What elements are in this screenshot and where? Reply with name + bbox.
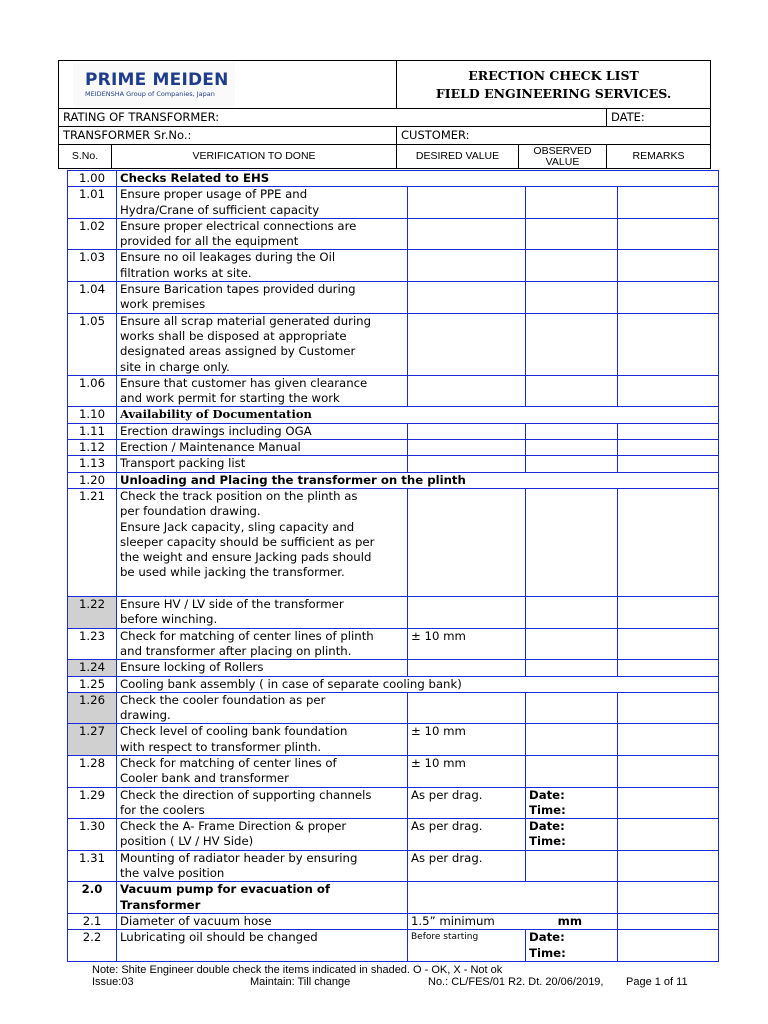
checklist-row bbox=[68, 171, 719, 187]
row-remarks[interactable] bbox=[618, 850, 719, 882]
row-verification: Check for matching of center lines of plinth and transformer after placing on plinth. bbox=[117, 628, 408, 660]
row-verification: Check the cooler foundation as per drawing. bbox=[117, 692, 408, 724]
row-remarks[interactable] bbox=[618, 423, 719, 439]
logo-tagline: MEIDENSHA Group of Companies, Japan bbox=[85, 90, 215, 98]
row-verification: Transport packing list bbox=[117, 456, 408, 472]
row-sno: 1.20 bbox=[68, 472, 117, 488]
checklist-row bbox=[68, 423, 719, 439]
row-desired-value[interactable]: As per drag. bbox=[408, 787, 526, 819]
checklist-row bbox=[68, 472, 719, 488]
row-sno: 1.22 bbox=[68, 597, 117, 629]
row-observed-value[interactable] bbox=[526, 282, 618, 314]
row-sno: 1.29 bbox=[68, 787, 117, 819]
row-desired-value[interactable]: ± 10 mm bbox=[408, 755, 526, 787]
checklist-row bbox=[68, 488, 719, 596]
row-desired-value[interactable] bbox=[408, 423, 526, 439]
col-sno: S.No. bbox=[59, 145, 112, 169]
row-remarks[interactable] bbox=[618, 628, 719, 660]
row-desired-value[interactable] bbox=[408, 882, 618, 914]
row-sno: 2.1 bbox=[68, 913, 117, 929]
row-desired-value[interactable] bbox=[408, 218, 526, 250]
row-remarks[interactable] bbox=[618, 819, 719, 851]
footer-issue: Issue:03 bbox=[92, 976, 134, 988]
row-observed-value[interactable] bbox=[526, 488, 618, 596]
row-verification: Ensure that customer has given clearance and work permit for starting the work bbox=[117, 375, 408, 407]
row-sno: 1.31 bbox=[68, 850, 117, 882]
row-desired-value[interactable] bbox=[408, 597, 526, 629]
row-desired-value[interactable]: Before starting bbox=[408, 930, 526, 962]
row-sno: 1.24 bbox=[68, 660, 117, 676]
row-observed-value[interactable]: Date: Time: bbox=[526, 819, 618, 851]
row-remarks[interactable] bbox=[618, 755, 719, 787]
serial-field[interactable]: TRANSFORMER Sr.No.: bbox=[59, 127, 397, 145]
row-verification: Ensure Barication tapes provided during work premises bbox=[117, 282, 408, 314]
row-verification: Diameter of vacuum hose bbox=[117, 913, 408, 929]
row-remarks[interactable] bbox=[618, 597, 719, 629]
row-verification: Vacuum pump for evacuation of Transformer bbox=[117, 882, 408, 914]
col-observed: OBSERVED VALUE bbox=[519, 145, 607, 169]
logo-brand: PRIME MEIDEN bbox=[85, 70, 229, 90]
rating-field[interactable]: RATING OF TRANSFORMER: bbox=[59, 109, 607, 127]
row-verification: Checks Related to EHS bbox=[117, 171, 719, 187]
row-sno: 1.11 bbox=[68, 423, 117, 439]
row-observed-value[interactable] bbox=[526, 597, 618, 629]
row-sno: 1.03 bbox=[68, 250, 117, 282]
checklist-row bbox=[68, 187, 719, 219]
unit-label: mm bbox=[557, 913, 582, 928]
checklist-row bbox=[68, 724, 719, 756]
row-desired-value[interactable] bbox=[408, 375, 526, 407]
row-sno: 1.06 bbox=[68, 375, 117, 407]
footer-note: Note: Shite Engineer double check the items indicated in shaded. O - OK, X - Not ok bbox=[92, 964, 503, 976]
row-remarks[interactable] bbox=[618, 187, 719, 219]
row-verification: Availability of Documentation bbox=[117, 407, 719, 423]
row-remarks[interactable] bbox=[618, 456, 719, 472]
checklist-table bbox=[67, 170, 719, 962]
row-remarks[interactable] bbox=[618, 660, 719, 676]
row-remarks[interactable] bbox=[618, 930, 719, 962]
row-sno: 1.02 bbox=[68, 218, 117, 250]
checklist-row bbox=[68, 930, 719, 962]
row-sno: 1.01 bbox=[68, 187, 117, 219]
row-remarks[interactable] bbox=[618, 313, 719, 375]
row-desired-value[interactable] bbox=[408, 488, 526, 596]
desired-value-text: 1.5” minimum bbox=[411, 913, 495, 928]
row-verification: Check the track position on the plinth as per foundation drawing. Ensure Jack capacity, sling capacity and sleeper capacity should be sufficient as per the weight and ensure Jacking pads should be used while jacking the transformer. bbox=[117, 488, 408, 596]
row-observed-value[interactable]: Date: Time: bbox=[526, 787, 618, 819]
row-remarks[interactable] bbox=[618, 882, 719, 914]
row-sno: 1.00 bbox=[68, 171, 117, 187]
row-observed-value[interactable] bbox=[526, 187, 618, 219]
checklist-row bbox=[68, 282, 719, 314]
row-desired-value[interactable] bbox=[408, 913, 618, 929]
row-verification: Check the A- Frame Direction & proper position ( LV / HV Side) bbox=[117, 819, 408, 851]
customer-field[interactable]: CUSTOMER: bbox=[397, 127, 711, 145]
col-verification: VERIFICATION TO DONE bbox=[112, 145, 397, 169]
row-remarks[interactable] bbox=[618, 787, 719, 819]
row-sno: 2.2 bbox=[68, 930, 117, 962]
row-observed-value[interactable] bbox=[526, 724, 618, 756]
row-verification: Check for matching of center lines of Cooler bank and transformer bbox=[117, 755, 408, 787]
row-verification: Erection drawings including OGA bbox=[117, 423, 408, 439]
row-desired-value[interactable]: As per drag. bbox=[408, 850, 526, 882]
checklist-row bbox=[68, 692, 719, 724]
row-observed-value[interactable]: Date: Time: bbox=[526, 930, 618, 962]
row-verification: Check the direction of supporting channels for the coolers bbox=[117, 787, 408, 819]
row-desired-value[interactable] bbox=[408, 456, 526, 472]
title-line-1: ERECTION CHECK LIST bbox=[468, 67, 639, 83]
footer-page: Page 1 of 11 bbox=[626, 976, 688, 988]
row-desired-value[interactable] bbox=[408, 660, 526, 676]
row-verification: Unloading and Placing the transformer on the plinth bbox=[117, 472, 719, 488]
row-desired-value[interactable]: ± 10 mm bbox=[408, 628, 526, 660]
row-verification: Ensure proper usage of PPE and Hydra/Crane of sufficient capacity bbox=[117, 187, 408, 219]
checklist-row bbox=[68, 787, 719, 819]
row-desired-value[interactable] bbox=[408, 250, 526, 282]
row-verification: Ensure locking of Rollers bbox=[117, 660, 408, 676]
row-observed-value[interactable] bbox=[526, 440, 618, 456]
checklist-row bbox=[68, 660, 719, 676]
logo-cell bbox=[59, 61, 397, 109]
row-verification: Ensure all scrap material generated during works shall be disposed at appropriate designated areas assigned by Customer site in charge only. bbox=[117, 313, 408, 375]
row-desired-value[interactable] bbox=[408, 187, 526, 219]
row-remarks[interactable] bbox=[618, 282, 719, 314]
row-observed-value[interactable] bbox=[526, 456, 618, 472]
title-line-2: FIELD ENGINEERING SERVICES. bbox=[435, 85, 672, 101]
row-sno: 1.05 bbox=[68, 313, 117, 375]
row-remarks[interactable] bbox=[618, 488, 719, 596]
row-sno: 1.10 bbox=[68, 407, 117, 423]
checklist-row bbox=[68, 597, 719, 629]
row-sno: 1.23 bbox=[68, 628, 117, 660]
row-observed-value[interactable] bbox=[526, 250, 618, 282]
row-verification: Mounting of radiator header by ensuring the valve position bbox=[117, 850, 408, 882]
row-remarks[interactable] bbox=[618, 440, 719, 456]
checklist-row bbox=[68, 313, 719, 375]
row-verification: Cooling bank assembly ( in case of separate cooling bank) bbox=[117, 676, 719, 692]
row-verification: Ensure no oil leakages during the Oil filtration works at site. bbox=[117, 250, 408, 282]
row-sno: 1.28 bbox=[68, 755, 117, 787]
row-sno: 1.04 bbox=[68, 282, 117, 314]
row-sno: 1.13 bbox=[68, 456, 117, 472]
date-field[interactable]: DATE: bbox=[607, 109, 711, 127]
row-observed-value[interactable] bbox=[526, 660, 618, 676]
company-logo bbox=[73, 63, 235, 107]
row-sno: 1.25 bbox=[68, 676, 117, 692]
checklist-row bbox=[68, 375, 719, 407]
checklist-row bbox=[68, 628, 719, 660]
row-observed-value[interactable] bbox=[526, 755, 618, 787]
row-desired-value[interactable]: As per drag. bbox=[408, 819, 526, 851]
row-sno: 1.27 bbox=[68, 724, 117, 756]
form-title bbox=[397, 61, 711, 109]
checklist-row bbox=[68, 456, 719, 472]
row-remarks[interactable] bbox=[618, 375, 719, 407]
form-header bbox=[58, 60, 711, 169]
checklist-row bbox=[68, 250, 719, 282]
row-desired-value[interactable] bbox=[408, 313, 526, 375]
checklist-body bbox=[68, 171, 719, 962]
row-remarks[interactable] bbox=[618, 724, 719, 756]
row-verification: Erection / Maintenance Manual bbox=[117, 440, 408, 456]
row-observed-value[interactable] bbox=[526, 218, 618, 250]
row-observed-value[interactable] bbox=[526, 313, 618, 375]
row-remarks[interactable] bbox=[618, 218, 719, 250]
checklist-row bbox=[68, 850, 719, 882]
row-remarks[interactable] bbox=[618, 913, 719, 929]
row-observed-value[interactable] bbox=[526, 850, 618, 882]
row-verification: Ensure HV / LV side of the transformer before winching. bbox=[117, 597, 408, 629]
row-observed-value[interactable] bbox=[526, 628, 618, 660]
checklist-row bbox=[68, 440, 719, 456]
row-sno: 1.26 bbox=[68, 692, 117, 724]
row-observed-value[interactable] bbox=[526, 375, 618, 407]
row-verification: Lubricating oil should be changed bbox=[117, 930, 408, 962]
row-desired-value[interactable] bbox=[408, 282, 526, 314]
row-desired-value[interactable] bbox=[408, 440, 526, 456]
checklist-row bbox=[68, 819, 719, 851]
row-desired-value[interactable] bbox=[408, 692, 526, 724]
row-remarks[interactable] bbox=[618, 250, 719, 282]
checklist-row bbox=[68, 882, 719, 914]
checklist-row bbox=[68, 407, 719, 423]
row-sno: 1.12 bbox=[68, 440, 117, 456]
row-sno: 1.30 bbox=[68, 819, 117, 851]
row-remarks[interactable] bbox=[618, 692, 719, 724]
checklist-row bbox=[68, 913, 719, 929]
row-observed-value[interactable] bbox=[526, 692, 618, 724]
footer-maintain: Maintain: Till change bbox=[250, 976, 351, 988]
col-remarks: REMARKS bbox=[607, 145, 711, 169]
footer-doc-number: No.: CL/FES/01 R2. Dt. 20/06/2019, bbox=[428, 976, 604, 988]
row-verification: Check level of cooling bank foundation with respect to transformer plinth. bbox=[117, 724, 408, 756]
row-sno: 2.0 bbox=[68, 882, 117, 914]
row-sno: 1.21 bbox=[68, 488, 117, 596]
checklist-row bbox=[68, 676, 719, 692]
row-verification: Ensure proper electrical connections are provided for all the equipment bbox=[117, 218, 408, 250]
checklist-row bbox=[68, 218, 719, 250]
checklist-row bbox=[68, 755, 719, 787]
row-observed-value[interactable] bbox=[526, 423, 618, 439]
col-desired: DESIRED VALUE bbox=[397, 145, 519, 169]
row-desired-value[interactable]: ± 10 mm bbox=[408, 724, 526, 756]
